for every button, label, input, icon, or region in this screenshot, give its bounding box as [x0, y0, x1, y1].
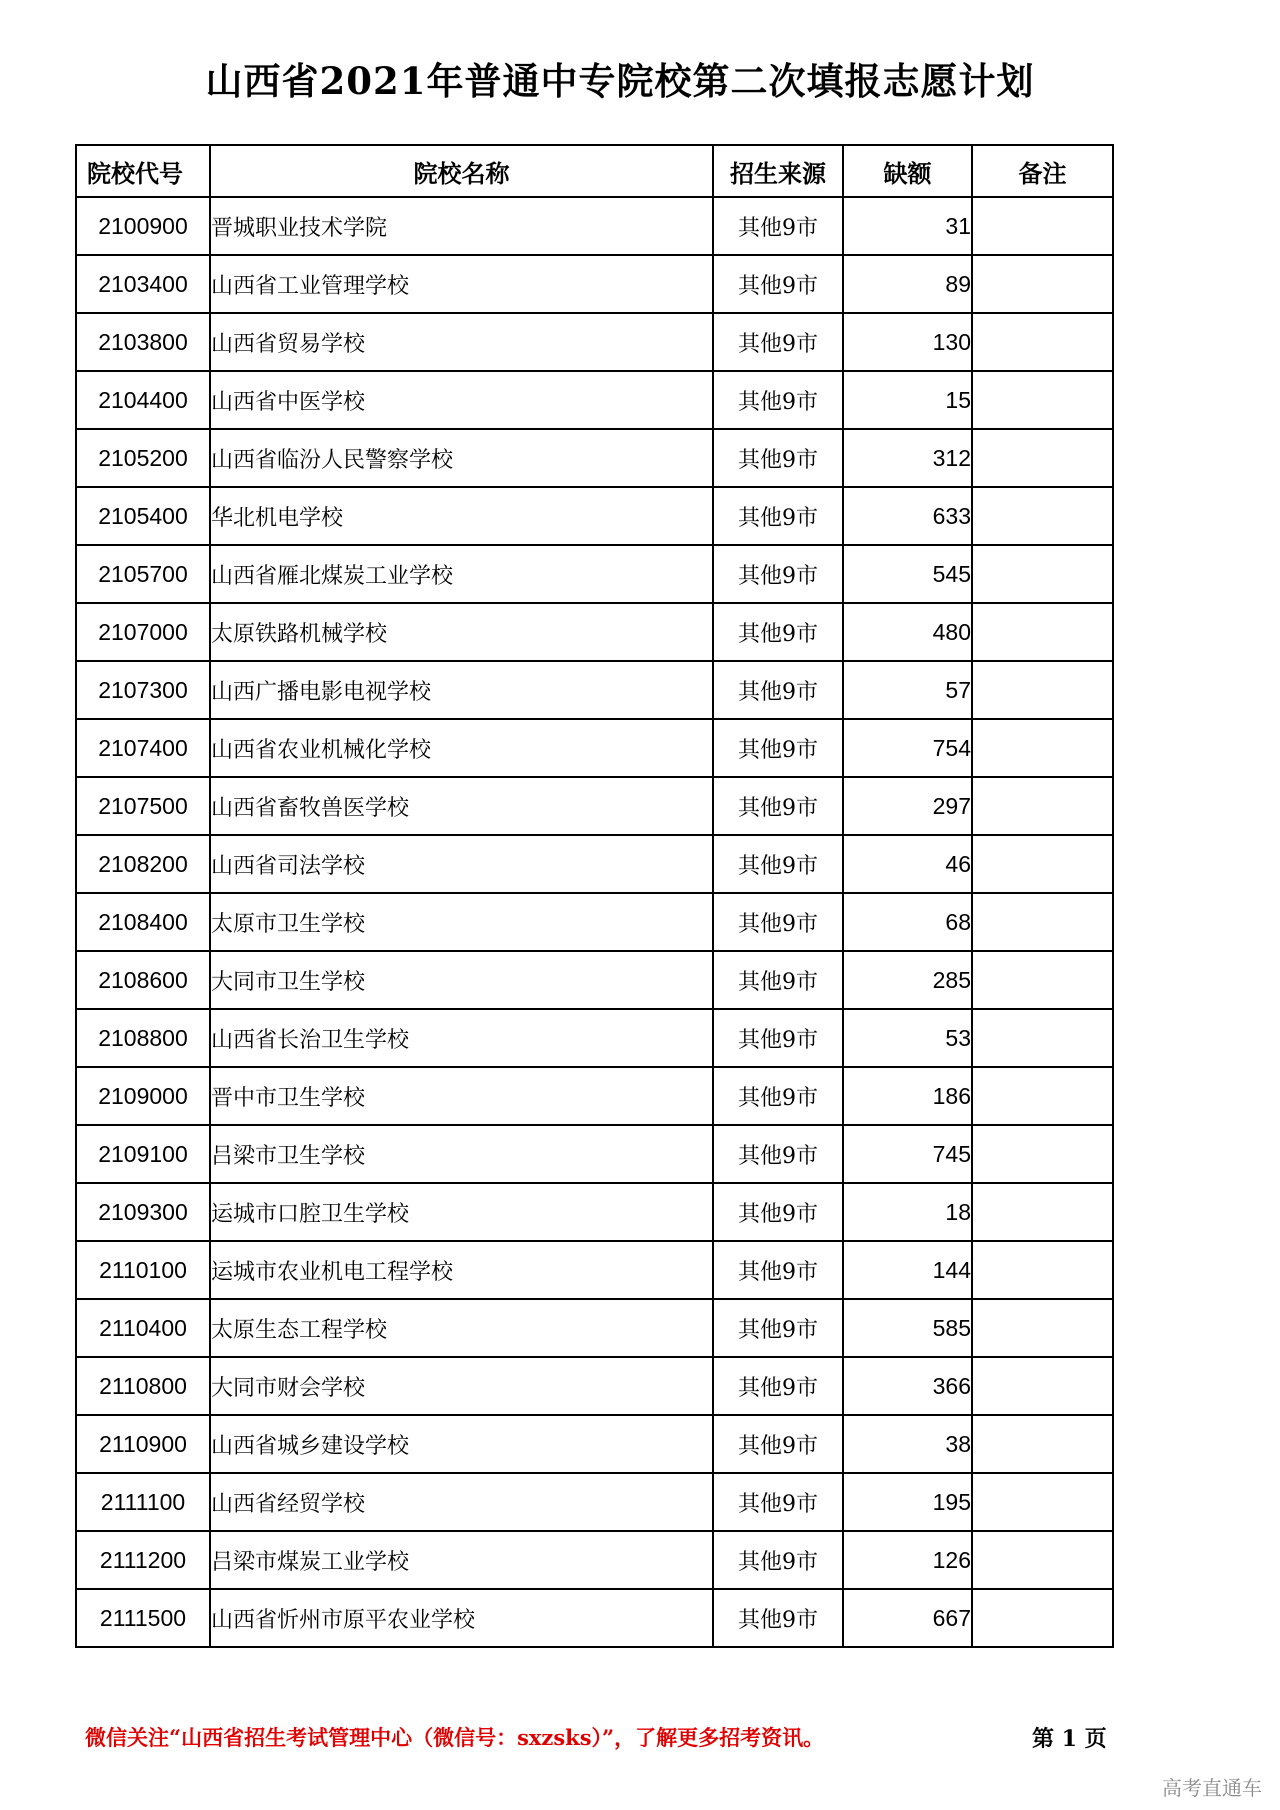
table-row [76, 1531, 1113, 1589]
school-code-cell: 2105700 [76, 545, 210, 603]
school-code-cell: 2110800 [76, 1357, 210, 1415]
remark-cell [972, 487, 1113, 545]
school-name-cell: 山西省工业管理学校 [210, 255, 713, 313]
school-code-cell: 2111500 [76, 1589, 210, 1647]
table-row [76, 1241, 1113, 1299]
vacancy-cell: 18 [843, 1183, 972, 1241]
school-code-cell: 2108200 [76, 835, 210, 893]
school-name-cell: 山西省畜牧兽医学校 [210, 777, 713, 835]
enrollment-source-cell: 其他9市 [713, 719, 843, 777]
vacancy-cell: 89 [843, 255, 972, 313]
remark-cell [972, 1473, 1113, 1531]
school-code-cell: 2103400 [76, 255, 210, 313]
vacancy-cell: 745 [843, 1125, 972, 1183]
table-row [76, 603, 1113, 661]
school-name-cell: 山西广播电影电视学校 [210, 661, 713, 719]
school-code-cell: 2111100 [76, 1473, 210, 1531]
enrollment-source-cell: 其他9市 [713, 429, 843, 487]
school-name-cell: 吕梁市煤炭工业学校 [210, 1531, 713, 1589]
enrollment-source-cell: 其他9市 [713, 1473, 843, 1531]
vacancy-cell: 312 [843, 429, 972, 487]
vacancy-cell: 585 [843, 1299, 972, 1357]
vacancy-cell: 667 [843, 1589, 972, 1647]
school-code-cell: 2111200 [76, 1531, 210, 1589]
school-code-cell: 2108400 [76, 893, 210, 951]
table-row [76, 661, 1113, 719]
school-name-cell: 运城市口腔卫生学校 [210, 1183, 713, 1241]
enrollment-source-cell: 其他9市 [713, 487, 843, 545]
remark-cell [972, 1125, 1113, 1183]
vacancy-cell: 754 [843, 719, 972, 777]
remark-cell [972, 1009, 1113, 1067]
enrollment-source-cell: 其他9市 [713, 1299, 843, 1357]
school-code-cell: 2105200 [76, 429, 210, 487]
school-name-cell: 山西省长治卫生学校 [210, 1009, 713, 1067]
school-code-cell: 2110900 [76, 1415, 210, 1473]
table-row [76, 951, 1113, 1009]
school-name-cell: 太原市卫生学校 [210, 893, 713, 951]
enrollment-source-cell: 其他9市 [713, 1125, 843, 1183]
enrollment-source-cell: 其他9市 [713, 835, 843, 893]
school-code-cell: 2100900 [76, 197, 210, 255]
enrollment-source-cell: 其他9市 [713, 777, 843, 835]
school-code-cell: 2107400 [76, 719, 210, 777]
remark-cell [972, 1241, 1113, 1299]
school-name-cell: 山西省贸易学校 [210, 313, 713, 371]
table-row [76, 777, 1113, 835]
vacancy-cell: 68 [843, 893, 972, 951]
remark-cell [972, 1299, 1113, 1357]
header-school-code: 院校代号 [76, 145, 210, 197]
enrollment-source-cell: 其他9市 [713, 313, 843, 371]
watermark-text: 高考直通车 [1162, 1776, 1262, 1800]
school-name-cell: 华北机电学校 [210, 487, 713, 545]
header-enrollment-source: 招生来源 [713, 145, 843, 197]
school-name-cell: 山西省司法学校 [210, 835, 713, 893]
school-name-cell: 山西省忻州市原平农业学校 [210, 1589, 713, 1647]
remark-cell [972, 603, 1113, 661]
remark-cell [972, 1067, 1113, 1125]
school-name-cell: 晋中市卫生学校 [210, 1067, 713, 1125]
school-name-cell: 吕梁市卫生学校 [210, 1125, 713, 1183]
remark-cell [972, 1531, 1113, 1589]
school-code-cell: 2107000 [76, 603, 210, 661]
enrollment-source-cell: 其他9市 [713, 1009, 843, 1067]
school-code-cell: 2108600 [76, 951, 210, 1009]
vacancy-cell: 186 [843, 1067, 972, 1125]
vacancy-cell: 297 [843, 777, 972, 835]
table-row [76, 893, 1113, 951]
school-code-cell: 2105400 [76, 487, 210, 545]
school-name-cell: 山西省农业机械化学校 [210, 719, 713, 777]
school-code-cell: 2103800 [76, 313, 210, 371]
table-row [76, 719, 1113, 777]
enrollment-source-cell: 其他9市 [713, 545, 843, 603]
school-name-cell: 大同市财会学校 [210, 1357, 713, 1415]
remark-cell [972, 1357, 1113, 1415]
enrollment-source-cell: 其他9市 [713, 197, 843, 255]
enrollment-source-cell: 其他9市 [713, 951, 843, 1009]
enrollment-source-cell: 其他9市 [713, 661, 843, 719]
table-row [76, 1299, 1113, 1357]
table-header-row [76, 145, 1113, 197]
table-row [76, 1067, 1113, 1125]
vacancy-cell: 31 [843, 197, 972, 255]
vacancy-cell: 38 [843, 1415, 972, 1473]
vacancy-cell: 46 [843, 835, 972, 893]
enrollment-source-cell: 其他9市 [713, 1183, 843, 1241]
vacancy-cell: 195 [843, 1473, 972, 1531]
header-vacancy: 缺额 [843, 145, 972, 197]
footer-wechat-note: 微信关注“山西省招生考试管理中心（微信号：sxzsks）”，了解更多招考资讯。 [85, 1725, 825, 1750]
remark-cell [972, 1589, 1113, 1647]
vacancy-cell: 144 [843, 1241, 972, 1299]
school-code-cell: 2107300 [76, 661, 210, 719]
page-number: 第 1 页 [1032, 1726, 1107, 1752]
school-name-cell: 山西省中医学校 [210, 371, 713, 429]
remark-cell [972, 255, 1113, 313]
school-name-cell: 山西省城乡建设学校 [210, 1415, 713, 1473]
table-row [76, 197, 1113, 255]
school-name-cell: 太原生态工程学校 [210, 1299, 713, 1357]
remark-cell [972, 1415, 1113, 1473]
vacancy-cell: 480 [843, 603, 972, 661]
school-code-cell: 2109300 [76, 1183, 210, 1241]
vacancy-cell: 53 [843, 1009, 972, 1067]
remark-cell [972, 893, 1113, 951]
header-remark: 备注 [972, 145, 1113, 197]
table-row [76, 1589, 1113, 1647]
school-name-cell: 晋城职业技术学院 [210, 197, 713, 255]
school-code-cell: 2104400 [76, 371, 210, 429]
school-code-cell: 2109100 [76, 1125, 210, 1183]
vacancy-cell: 130 [843, 313, 972, 371]
school-code-cell: 2108800 [76, 1009, 210, 1067]
enrollment-source-cell: 其他9市 [713, 603, 843, 661]
vacancy-cell: 633 [843, 487, 972, 545]
table-row [76, 1415, 1113, 1473]
remark-cell [972, 951, 1113, 1009]
vacancy-cell: 126 [843, 1531, 972, 1589]
table-row [76, 1357, 1113, 1415]
school-name-cell: 山西省临汾人民警察学校 [210, 429, 713, 487]
table-row [76, 835, 1113, 893]
remark-cell [972, 371, 1113, 429]
enrollment-source-cell: 其他9市 [713, 1241, 843, 1299]
enrollment-source-cell: 其他9市 [713, 1589, 843, 1647]
plan-table [75, 144, 1114, 1648]
vacancy-cell: 15 [843, 371, 972, 429]
enrollment-source-cell: 其他9市 [713, 1415, 843, 1473]
enrollment-source-cell: 其他9市 [713, 1067, 843, 1125]
remark-cell [972, 835, 1113, 893]
vacancy-cell: 285 [843, 951, 972, 1009]
header-school-name: 院校名称 [210, 145, 713, 197]
remark-cell [972, 661, 1113, 719]
table-row [76, 1009, 1113, 1067]
school-name-cell: 运城市农业机电工程学校 [210, 1241, 713, 1299]
school-name-cell: 大同市卫生学校 [210, 951, 713, 1009]
remark-cell [972, 777, 1113, 835]
table-row [76, 429, 1113, 487]
enrollment-source-cell: 其他9市 [713, 893, 843, 951]
vacancy-cell: 545 [843, 545, 972, 603]
table-row [76, 1473, 1113, 1531]
remark-cell [972, 197, 1113, 255]
table-row [76, 371, 1113, 429]
table-row [76, 313, 1113, 371]
vacancy-cell: 366 [843, 1357, 972, 1415]
page-title: 山西省2021年普通中专院校第二次填报志愿计划 [205, 59, 1035, 103]
enrollment-source-cell: 其他9市 [713, 1531, 843, 1589]
remark-cell [972, 313, 1113, 371]
remark-cell [972, 545, 1113, 603]
school-name-cell: 太原铁路机械学校 [210, 603, 713, 661]
table-row [76, 1183, 1113, 1241]
school-code-cell: 2110100 [76, 1241, 210, 1299]
table-row [76, 1125, 1113, 1183]
table-row [76, 487, 1113, 545]
table-row [76, 545, 1113, 603]
enrollment-source-cell: 其他9市 [713, 371, 843, 429]
school-code-cell: 2109000 [76, 1067, 210, 1125]
table-row [76, 255, 1113, 313]
enrollment-source-cell: 其他9市 [713, 1357, 843, 1415]
school-name-cell: 山西省雁北煤炭工业学校 [210, 545, 713, 603]
school-code-cell: 2107500 [76, 777, 210, 835]
remark-cell [972, 1183, 1113, 1241]
vacancy-cell: 57 [843, 661, 972, 719]
school-code-cell: 2110400 [76, 1299, 210, 1357]
enrollment-source-cell: 其他9市 [713, 255, 843, 313]
remark-cell [972, 429, 1113, 487]
remark-cell [972, 719, 1113, 777]
school-name-cell: 山西省经贸学校 [210, 1473, 713, 1531]
